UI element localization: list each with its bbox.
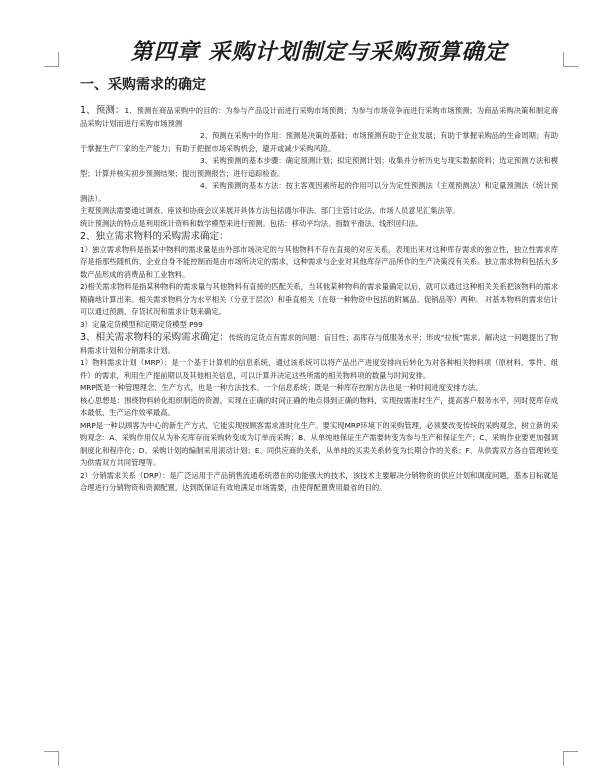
paragraph-text: MRP是一种以顾客为中心的新生产方式，它能实现按顾客需求准时化生产。要实现MRP环境下的采购管理，必须要改变传统的采购观念，树立新的采购观念：A、采购作用仅从为补充库存而采购转变成为订单而采购；B、从单纯地保证生产需要转变为参与生产和保证生产；C、采购作业要更加强调制度化和程序化；D、采购计划的编制采用滚动计划；E、同供应商的关系，从单纯的买卖关系转变为长期合作的关系；F、从供需双方各自管理转变为供需双方共同管理等。	[80, 420, 558, 467]
crop-mark-bottom-left	[44, 751, 59, 766]
chapter-title: 第四章 采购计划制定与采购预算确定	[130, 39, 508, 65]
paragraph-text: 2）分销需求关系（DRP）：是广泛运用于产品销售流通系统潜在的功能强大的技术，该技术主要解决分销物资的供应计划和调度问题，基本目标就是合理进行分销物资和资源配置，达到既保证有效地满足市场需要，由使得配置费用最省的目的。	[80, 470, 558, 492]
paragraph	[80, 130, 558, 155]
paragraph	[80, 319, 558, 332]
paragraph	[80, 382, 558, 395]
section-title: 一、采购需求的确定	[80, 77, 206, 93]
paragraph-text: 主观预测法需要通过调查、座谈和协商会议来展开具体方法包括德尔菲法、部门主管讨论法、市场人员意见汇集法等。	[80, 206, 460, 215]
paragraph-text: 1、预测在商品采购中的目的：为参与产品设计而进行采购市场预测；为参与市场竞争而进行采购市场预测；为商品采购决策和制定商品采购计划而进行采购市场预测	[80, 106, 558, 128]
paragraph	[80, 244, 558, 282]
paragraph	[80, 205, 558, 218]
paragraph-text: 1）独立需求物料是指某中物料的需求量是由外部市场决定的与其他物料不存在直接的对应关系，表现出来对这种库存需求的独立性，独立性需求库存是指那些随机的、企业自身不能控制而是由市场所决定的需求，这种需求与企业对其他库存产品所作的生产决策没有关系。独立需求物料包括大多数产品形成的消费品和工业物料。	[80, 244, 558, 279]
paragraph	[80, 104, 558, 130]
paragraph	[80, 357, 558, 382]
paragraph	[80, 395, 558, 420]
paragraph-text: 传统的定货点有需求的问题：盲目性；高库存与低服务水平；形成“拉板”需求。解决这一问题提出了物料需求计划和分销需求计划。	[80, 333, 558, 355]
paragraph	[80, 155, 558, 180]
paragraph-text: 统计预测法的特点是利用统计资料和数学模型来进行预测。包括：移动平均法、指数平滑法、线形回归法。	[80, 218, 423, 228]
crop-mark-bottom-right	[563, 751, 578, 766]
crop-mark-top-right	[563, 52, 578, 67]
paragraph-text: 核心思想是：围绕物料转化组织制造的资源，实现在正确的时间正确的地点得到正确的物料，实现按需准时生产，提高客户服务水平，同时使库存成本最低、生产运作效率最高。	[80, 395, 558, 417]
paragraph	[80, 180, 558, 205]
paragraph-text: 3）定量定货模型和定期定货模型 P99	[80, 319, 203, 329]
paragraph	[80, 470, 558, 495]
paragraph-text: 3、采购预测的基本步骤：确定预测计划；拟定预测计划；收集并分析历史与现实数据资料；选定预测方法和模型；计算并核实初步预测结果；提出预测报告；进行追踪检查。	[80, 156, 558, 178]
paragraph	[80, 420, 558, 470]
paragraph-label: 2、独立需求物料的采购需求确定：	[80, 231, 229, 242]
paragraph-text: 2、预测在采购中的作用：预测是决策的基础；市场预测有助于企业发展；有助于掌握采购品的生命周期；有助于掌握生产厂家的生产能力；有助于把握市场采购机会，避开或减少采购风险。	[80, 131, 558, 153]
paragraph	[80, 218, 558, 231]
paragraph-text: 4、采购预测的基本方法：按主客观因素所起的作用可以分为定性预测法（主观预测法）和定量预测法（统计预测法）。	[80, 181, 558, 203]
paragraph-text: MRP既是一种管理理念、生产方式，也是一种方法技术、一个信息系统；既是一种库存控制方法也是一种时间进度安排方法。	[80, 383, 483, 392]
crop-mark-top-left	[44, 52, 59, 67]
paragraph-text: 2)相关需求物料是指某种物料的需求量与其他物料有直接的匹配关系，当其他某种物料的需求量确定以后，就可以通过这种相关关系把该物料的需求精确地计算出来。相关需求物料分为水平相关（分亚于层次）和垂直相关（在每一种物资中包括的附属品、促销品等）两种。 对基本物料的需求估计可以通过预测、存货状况和需求计划来确定。	[80, 282, 558, 316]
paragraph	[80, 281, 558, 319]
paragraph-label: 3、相关需求物料的采购需求确定：	[80, 332, 229, 343]
document-body	[80, 104, 558, 495]
document-page	[0, 38, 608, 776]
paragraph	[80, 230, 558, 244]
paragraph	[80, 331, 558, 357]
paragraph-label: 1、预测：	[80, 105, 125, 116]
paragraph-text: 1）物料需求计划（MRP）：是一个基于计算机的信息系统，通过该系统可以将产品出产进度安排向后转化为对各种相关物料项（原材料、零件、组件）的需求，利用生产提前期以及其他相关信息，可以计算并决定这些所需的相关物料项的数量与时间安排。	[80, 358, 558, 380]
